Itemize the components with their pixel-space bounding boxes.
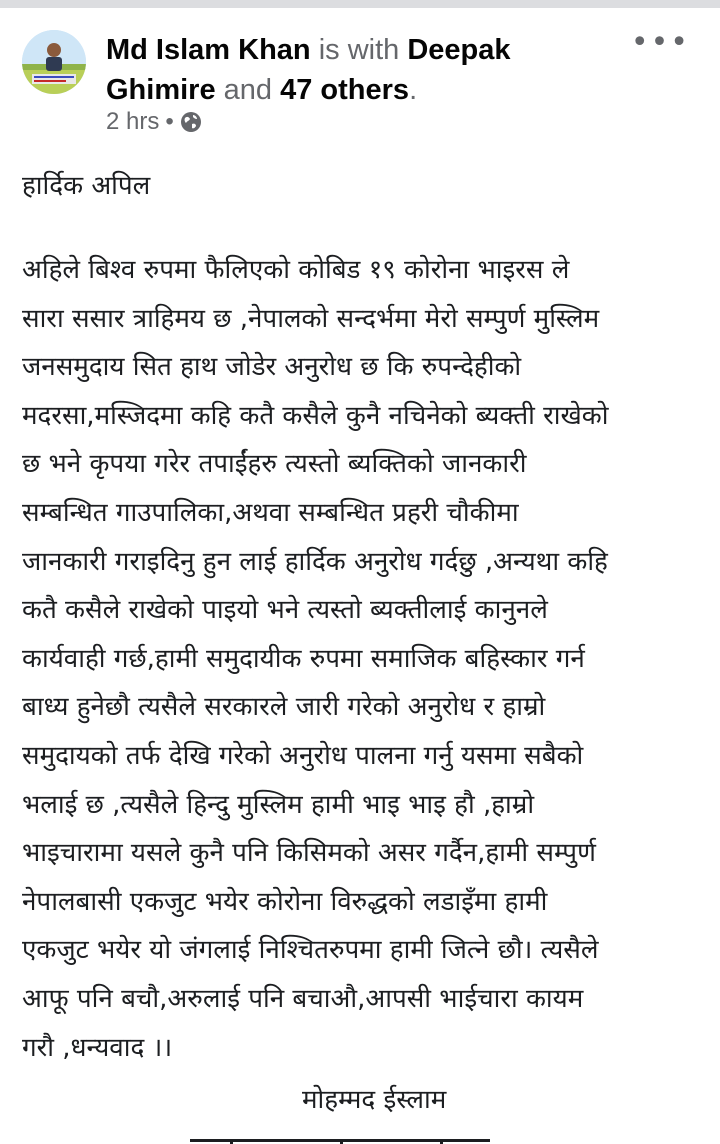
and-text: and [223,74,273,106]
text-line: आफू पनि बचौ,अरुलाई पनि बचाऔ,आपसी भाईचारा कायम [22,983,584,1014]
profile-photo [22,30,86,94]
tagged-user[interactable]: Deepak Ghimire [106,34,511,106]
separator-dot: • [165,108,174,135]
post-header [106,30,626,110]
text-line: कार्यवाही गर्छ,हामी समुदायीक रुपमा समाजिक बहिस्कार गर्न [22,643,585,674]
post-paragraph [22,246,712,1072]
text-line: भलाई छ ,त्यसैले हिन्दु मुस्लिम हामी भाइ भाइ हौ ,हाम्रो [22,789,535,820]
more-options-icon[interactable]: ••• [630,25,690,60]
text-line: अहिले बिश्व रुपमा फैलिएको कोबिड १९ कोरोना भाइरस ले [22,255,570,285]
text-line: एकजुट भयेर यो जंगलाई निश्चितरुपमा हामी जित्ने छौ। त्यसैले [22,935,599,966]
globe-icon[interactable] [180,111,202,133]
text-line: मदरसा,मस्जिदमा कहि कतै कसैले कुनै नचिनेको ब्यक्ती राखेको [22,400,609,431]
text-line: जनसमुदाय सित हाथ जोडेर अनुरोध छ कि रुपन्देहीको [22,352,522,383]
avatar[interactable] [22,30,86,94]
text-line: बाध्य हुनेछौ त्यसैले सरकारले जारी गरेको अनुरोध र हाम्रो [22,692,546,723]
text-line: सम्बन्धित गाउपालिका,अथवा सम्बन्धित प्रहरी चौकीमा [22,497,519,528]
post-meta [106,108,202,136]
text-line: कतै कसैले राखेको पाइयो भने त्यस्तो ब्यक्तीलाई कानुनले [22,595,548,626]
top-divider [0,0,720,8]
text-line: समुदायको तर्फ देखि गरेको अनुरोध पालना गर्नु यसमा सबैको [22,740,584,771]
text-line: सारा ससार त्राहिमय छ ,नेपालको सन्दर्भमा मेरो सम्पुर्ण मुस्लिम [22,303,600,334]
text-line: जानकारी गराइदिनु हुन लाई हार्दिक अनुरोध गर्दछु ,अन्यथा कहि [22,546,608,577]
period: . [409,74,418,106]
post-title: हार्दिक अपिल [22,171,151,201]
with-text: is with [318,34,400,66]
timestamp[interactable]: 2 hrs [106,108,160,135]
post-body [22,160,712,1124]
text-line: नेपालबासी एकजुट भयेर कोरोना विरुद्धको लडाइँमा हामी [22,886,548,917]
author-name[interactable]: Md Islam Khan [106,34,311,66]
text-line: छ भने कृपया गरेर तपाईंहरु त्यस्तो ब्यक्तिको जानकारी [22,449,527,480]
text-line: गरौ ,धन्यवाद ।। [22,1032,173,1063]
signature: मोहम्मद ईस्लाम [302,1085,447,1116]
text-line: भाइचारामा यसले कुनै पनि किसिमको असर गर्दैन,हामी सम्पुर्ण [22,838,596,869]
others-link[interactable]: 47 others [280,74,410,106]
